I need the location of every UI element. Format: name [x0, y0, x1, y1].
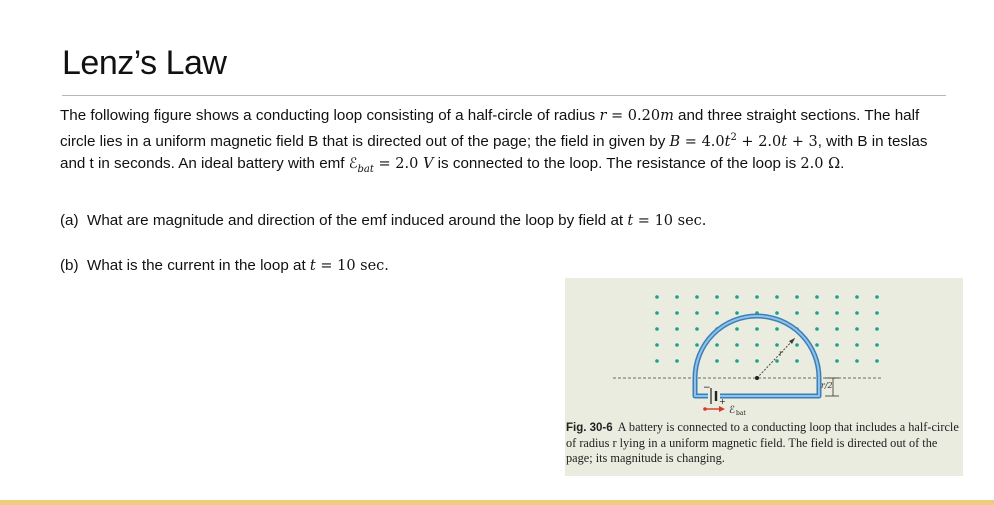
center-point — [755, 376, 759, 380]
emf-label-subscript: bat — [736, 410, 746, 417]
radius-value: 0.20 — [627, 108, 661, 124]
field-dot — [815, 327, 819, 331]
radius-unit: m — [660, 108, 674, 124]
field-dot — [715, 295, 719, 299]
field-dot — [835, 295, 839, 299]
field-dot — [875, 295, 879, 299]
slide-title: Lenz’s Law — [62, 44, 227, 82]
emf-arrow-tail — [703, 407, 707, 411]
field-dot — [675, 343, 679, 347]
field-dot — [775, 359, 779, 363]
field-dot — [795, 343, 799, 347]
para-text-3: , with B in teslas and t in seconds. An ideal battery with emf — [60, 133, 928, 173]
field-dot — [835, 327, 839, 331]
problem-paragraph — [60, 105, 950, 181]
field-dot — [835, 343, 839, 347]
field-dot — [695, 311, 699, 315]
field-dot — [655, 327, 659, 331]
field-dot — [655, 359, 659, 363]
question-b-time-symbol: t — [309, 258, 316, 274]
field-symbol: B — [669, 134, 681, 151]
field-dot — [775, 311, 779, 315]
figure-caption — [566, 420, 962, 466]
field-dot — [855, 295, 859, 299]
field-dot — [655, 311, 659, 315]
field-dot — [855, 359, 859, 363]
field-dot — [695, 343, 699, 347]
figure-caption-label: Fig. 30-6 — [566, 422, 613, 434]
para-text-1: The following figure shows a conducting loop consisting of a half-circle of radius — [60, 107, 600, 124]
field-dot — [875, 343, 879, 347]
field-dot — [755, 359, 759, 363]
field-dot — [735, 327, 739, 331]
question-a-time-symbol: t — [627, 213, 634, 229]
field-dot — [875, 327, 879, 331]
field-dot — [675, 295, 679, 299]
field-dot — [735, 359, 739, 363]
battery-minus-sign: − — [703, 383, 711, 393]
question-a — [60, 212, 706, 229]
field-dot — [695, 327, 699, 331]
time-symbol-1: t — [724, 134, 731, 151]
field-exponent: 2 — [730, 132, 737, 143]
field-coef-1: 4.0 — [701, 134, 725, 151]
emf-subscript: bat — [357, 164, 374, 176]
question-b-text: What is the current in the loop at — [87, 257, 310, 274]
time-symbol-2: t — [781, 134, 788, 151]
equals-1: = — [606, 108, 628, 124]
field-dot — [775, 343, 779, 347]
field-dot — [715, 343, 719, 347]
question-b-label: (b) — [60, 257, 79, 274]
field-dot — [815, 295, 819, 299]
question-b-value: 10 sec. — [337, 258, 389, 274]
field-dot — [875, 359, 879, 363]
field-dot — [795, 295, 799, 299]
title-divider — [62, 95, 946, 96]
equals-2: = — [680, 134, 702, 151]
plus-1: + — [736, 134, 759, 151]
question-a-text: What are magnitude and direction of the emf induced around the loop by field at — [87, 212, 628, 229]
field-dot — [735, 295, 739, 299]
field-dot — [835, 311, 839, 315]
question-b-equals: = — [315, 258, 338, 274]
field-dot — [775, 295, 779, 299]
field-dot — [855, 311, 859, 315]
radius-symbol: r — [599, 108, 607, 124]
para-text-2: and three straight sections. The half circle lies in a uniform magnetic field B that is directed out of the page; the field in given by — [60, 107, 920, 151]
radius-arrow-head — [789, 338, 795, 344]
para-text-5: . — [840, 155, 845, 173]
field-dot — [855, 343, 859, 347]
field-dot — [715, 359, 719, 363]
figure-caption-text: A battery is connected to a conducting loop that includes a half-circle of radius r lying in a uniform magnetic field. The field is directed out of the page; its magnitude is changing. — [566, 420, 959, 465]
field-dot — [815, 343, 819, 347]
field-dot — [675, 359, 679, 363]
question-a-equals: = — [633, 213, 655, 229]
emf-value: 2.0 — [395, 156, 419, 173]
equals-3: = — [373, 156, 396, 173]
field-coef-2: 2.0 — [758, 134, 782, 151]
bottom-accent-bar — [0, 500, 994, 505]
field-dot — [875, 311, 879, 315]
radius-label: r — [779, 349, 783, 358]
field-dot — [675, 311, 679, 315]
field-dot — [755, 343, 759, 347]
field-dot — [755, 295, 759, 299]
field-dot — [675, 327, 679, 331]
question-a-value: 10 sec. — [654, 213, 707, 229]
magnetic-field-dots — [655, 295, 879, 363]
field-dot — [815, 311, 819, 315]
plus-2: + 3 — [787, 134, 818, 151]
field-dot — [715, 311, 719, 315]
emf-arrow-head — [719, 406, 725, 412]
battery-plus-sign: + — [719, 397, 726, 406]
emf-symbol: ℰ — [348, 156, 358, 173]
field-dot — [655, 343, 659, 347]
field-dot — [835, 359, 839, 363]
half-radius-label: r/2 — [821, 381, 833, 390]
question-a-label: (a) — [60, 212, 79, 229]
para-text-4: is connected to the loop. The resistance of the loop is — [433, 155, 801, 173]
field-dot — [775, 327, 779, 331]
emf-unit: V — [418, 156, 434, 173]
field-dot — [795, 311, 799, 315]
resistance-value: 2.0 Ω — [800, 156, 841, 173]
field-dot — [855, 327, 859, 331]
field-dot — [755, 327, 759, 331]
emf-label: ℰ — [729, 405, 736, 416]
field-dot — [655, 295, 659, 299]
field-dot — [695, 295, 699, 299]
field-dot — [735, 311, 739, 315]
question-b — [60, 257, 389, 274]
field-dot — [735, 343, 739, 347]
field-dot — [795, 359, 799, 363]
